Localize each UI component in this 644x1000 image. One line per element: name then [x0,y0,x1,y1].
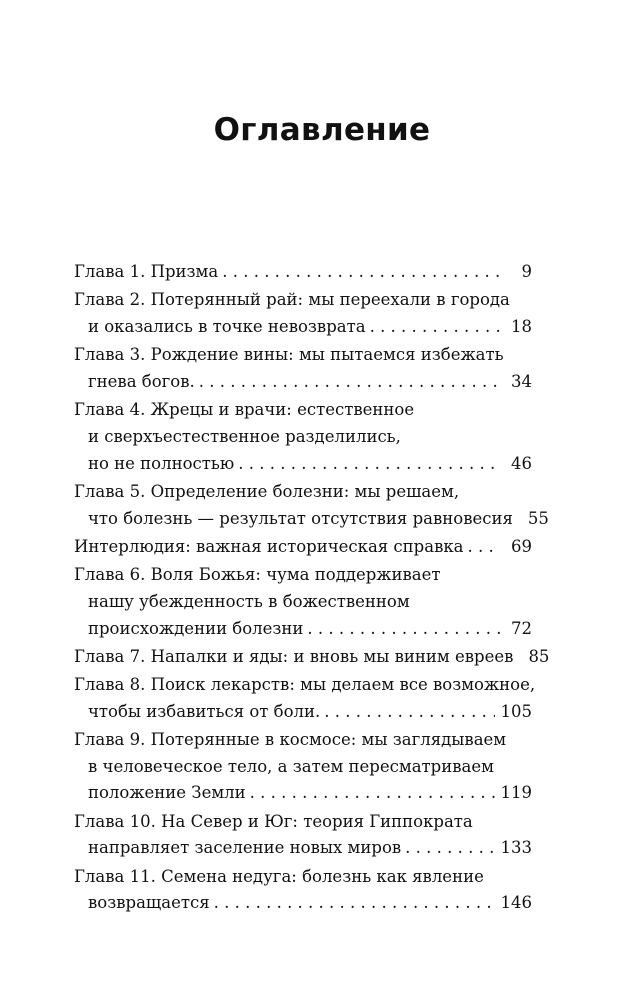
dot-leader [405,835,494,862]
toc-entry-text: Глава 7. Напалки и яды: и вновь мы виним евреев [74,646,514,666]
toc-entry-last-line [74,369,532,396]
toc-entry-text: Глава 1. Призма [74,262,219,281]
toc-page-number: 133 [500,838,532,858]
toc-entry-last-line [74,314,532,341]
toc-entry[interactable] [74,727,532,807]
dot-leader [222,259,500,286]
toc-page-number: 46 [511,453,532,473]
toc-entry-text: происхождении болезни [88,618,304,638]
toc-entry-last-line [74,259,532,286]
toc-page-number: 34 [511,371,532,391]
toc-entry-text: чтобы избавиться от боли. [88,701,321,721]
toc-entry-last-line [74,506,549,533]
toc-entry-text: нашу убежденность в божественном [88,591,410,611]
toc-page-number: 85 [528,646,550,666]
toc-entry[interactable] [74,287,532,340]
page-title: Оглавление [213,112,431,148]
toc-entry-last-line [74,451,532,478]
dot-leader [324,699,494,726]
toc-page-number: 55 [527,508,549,528]
toc-entry-text: положение Земли [88,783,246,803]
table-of-contents [74,259,550,919]
toc-entry[interactable] [74,864,532,917]
toc-entry-text: Глава 6. Воля Божья: чума поддерживает [74,565,441,585]
toc-entry-text: Глава 10. На Север и Юг: теория Гиппократа [74,811,473,831]
toc-entry-last-line [74,644,550,671]
toc-entry-text: Глава 11. Семена недуга: болезнь как явление [74,866,484,886]
toc-entry-text: и сверхъестественное разделились, [88,426,401,446]
dot-leader [307,616,500,643]
dot-leader [468,534,500,561]
toc-entry-text: возвращается [88,893,210,913]
toc-entry[interactable] [74,259,532,286]
toc-page-number: 119 [500,783,532,803]
dot-leader [370,314,500,341]
toc-entry-text: гнева богов. [88,371,195,391]
toc-entry-text: в человеческое тело, а затем пересматриваем [88,756,494,776]
toc-entry-text: Глава 2. Потерянный рай: мы переехали в города [74,290,510,310]
toc-entry-text: что болезнь — результат отсутствия равновесия [88,508,513,528]
toc-page-number: 72 [511,618,532,638]
toc-entry-text: но не полностью [88,453,235,473]
toc-entry[interactable] [74,397,532,477]
toc-entry[interactable] [74,479,549,532]
dot-leader [199,369,500,396]
toc-entry[interactable] [74,644,550,671]
toc-page-number: 105 [500,701,532,721]
toc-entry[interactable] [74,672,536,725]
toc-entry[interactable] [74,342,532,395]
toc-entry-last-line [74,616,532,643]
toc-entry-text: Глава 8. Поиск лекарств: мы делаем все возможное, [74,675,536,695]
dot-leader [214,890,495,917]
dot-leader [238,451,500,478]
toc-entry-last-line [74,780,532,807]
toc-page-number: 18 [511,316,532,336]
dot-leader [250,780,495,807]
toc-entry-last-line [74,835,532,862]
toc-page-number: 9 [521,262,532,281]
toc-entry-text: Глава 4. Жрецы и врачи: естественное [74,400,415,420]
toc-entry[interactable] [74,534,532,561]
toc-page-number: 146 [500,893,532,913]
toc-entry-text: Глава 3. Рождение вины: мы пытаемся избежать [74,345,504,365]
toc-entry-last-line [74,534,532,561]
toc-entry-last-line [74,890,532,917]
toc-entry-text: и оказались в точке невозврата [88,316,366,336]
toc-entry-last-line [74,699,532,726]
toc-entry-text: направляет заселение новых миров [88,838,402,858]
toc-entry[interactable] [74,562,532,642]
toc-entry-text: Глава 9. Потерянные в космосе: мы заглядываем [74,730,507,750]
toc-page-number: 69 [511,536,532,556]
toc-entry-text: Глава 5. Определение болезни: мы решаем, [74,481,460,501]
toc-entry[interactable] [74,809,532,862]
toc-entry-text: Интерлюдия: важная историческая справка [74,536,464,556]
